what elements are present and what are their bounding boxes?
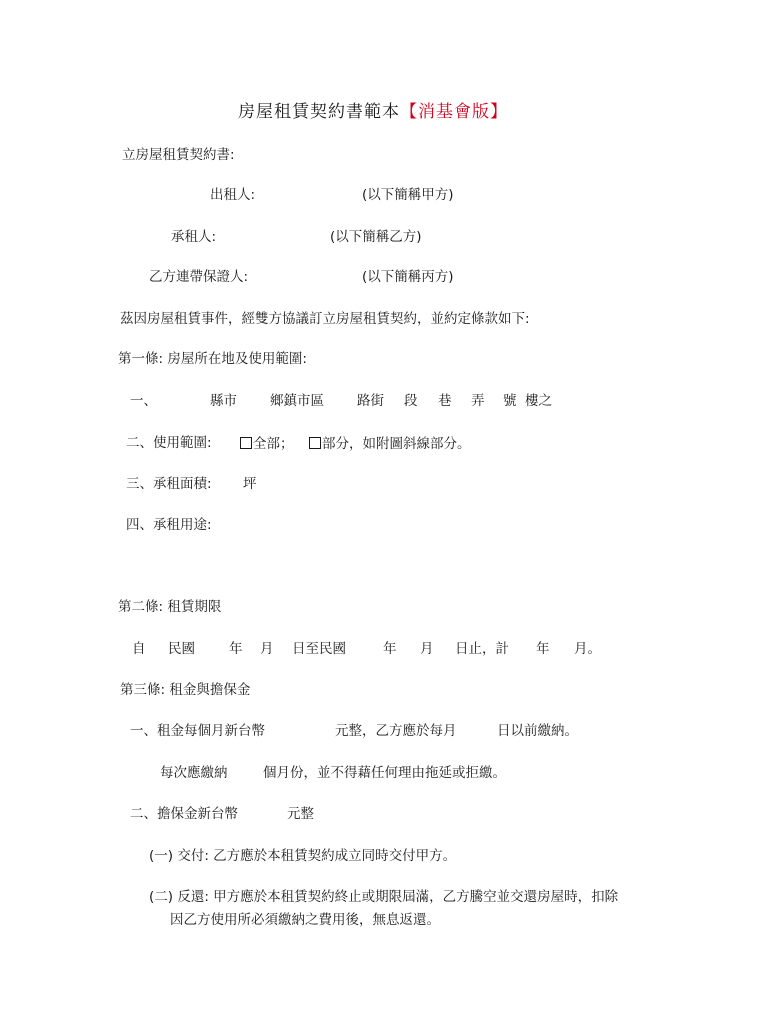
- address-lane: 巷: [438, 393, 452, 409]
- address-num: 一、: [130, 393, 157, 409]
- rent-rest: 個月份，並不得藉任何理由拖延或拒繳。: [263, 765, 506, 781]
- tenant-label: 承租人:: [171, 229, 217, 245]
- address-county: 縣市: [210, 393, 237, 409]
- period-month2: 月: [420, 641, 434, 657]
- rent-before: 日以前繳納。: [497, 723, 578, 739]
- address-section: 段: [404, 393, 418, 409]
- usage-scope-part-option[interactable]: [309, 437, 471, 452]
- period-month: 月: [260, 641, 274, 657]
- deposit-label: 二、擔保金新台幣: [130, 806, 238, 822]
- rent-yuan: 元整，乙方應於每月: [335, 723, 457, 739]
- period-year2: 年: [383, 641, 397, 657]
- period-year: 年: [229, 641, 243, 657]
- deposit-return-1: (二) 反還: 甲方應於本租賃契約終止或期限屆滿，乙方騰空並交還房屋時，扣除: [149, 889, 619, 905]
- title-edition: 【消基會版】: [400, 102, 508, 122]
- article2-heading: 第二條: 租賃期限: [118, 599, 222, 615]
- landlord-label: 出租人:: [210, 187, 256, 203]
- purpose-label: 四、承租用途:: [126, 517, 212, 533]
- checkbox-all[interactable]: [240, 437, 252, 449]
- article3-heading: 第三條: 租金與擔保金: [120, 682, 251, 698]
- address-road: 路街: [357, 393, 384, 409]
- intro-line: 立房屋租賃契約書:: [122, 147, 235, 163]
- period-roc: 民國: [168, 641, 195, 657]
- rent-label: 一、租金每個月新台幣: [130, 723, 265, 739]
- usage-scope-label: 二、使用範圍:: [126, 435, 212, 451]
- area-label: 三、承租面積:: [126, 476, 212, 492]
- document-title: [238, 104, 508, 121]
- address-number: 號: [503, 393, 517, 409]
- option-part-label: 部分，如附圖斜線部分。: [322, 436, 471, 452]
- guarantor-note: (以下簡稱丙方): [362, 269, 454, 285]
- deposit-yuan: 元整: [287, 806, 314, 822]
- address-township: 鄉鎮市區: [270, 393, 324, 409]
- title-main: 房屋租賃契約書範本: [238, 102, 400, 122]
- deposit-delivery: (一) 交付: 乙方應於本租賃契約成立同時交付甲方。: [149, 848, 457, 864]
- agreement-line: 茲因房屋租賃事件，經雙方協議訂立房屋租賃契約，並約定條款如下:: [120, 311, 530, 327]
- period-day-to: 日至民國: [292, 641, 346, 657]
- address-alley: 弄: [471, 393, 485, 409]
- deposit-return-2: 因乙方使用所必須繳納之費用後，無息返還。: [170, 912, 440, 928]
- address-floor: 樓之: [525, 393, 552, 409]
- period-day-end: 日止，計: [455, 641, 509, 657]
- guarantor-label: 乙方連帶保證人:: [149, 269, 249, 285]
- usage-scope-all-option[interactable]: [240, 437, 294, 452]
- checkbox-part[interactable]: [309, 437, 321, 449]
- area-unit: 坪: [243, 476, 257, 492]
- landlord-note: (以下簡稱甲方): [362, 187, 454, 203]
- article1-heading: 第一條: 房屋所在地及使用範圍:: [118, 351, 307, 367]
- rent-each: 每次應繳納: [160, 765, 228, 781]
- tenant-note: (以下簡稱乙方): [330, 229, 422, 245]
- period-from: 自: [132, 641, 146, 657]
- option-all-label: 全部；: [253, 436, 294, 452]
- period-month3: 月。: [574, 641, 601, 657]
- period-year3: 年: [536, 641, 550, 657]
